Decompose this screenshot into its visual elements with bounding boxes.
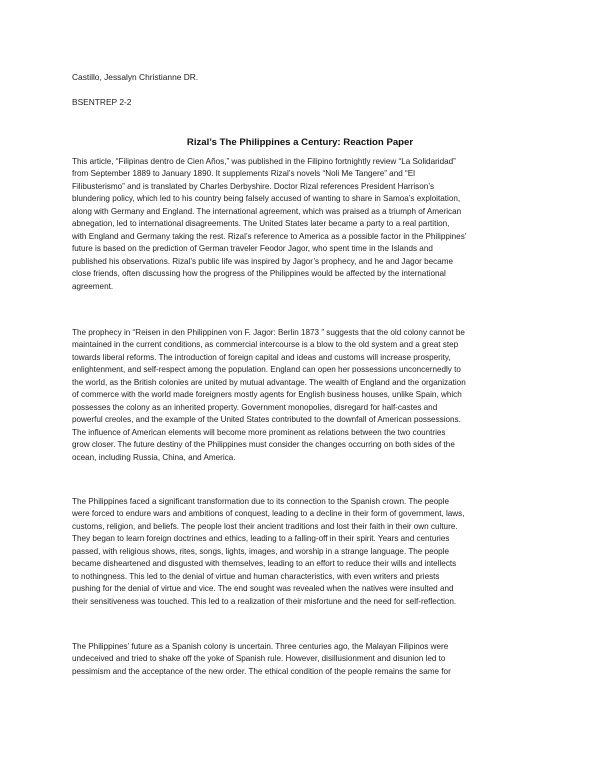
paragraph-line: The influence of American elements will become more prominent as relations between the two countries xyxy=(72,427,446,437)
paragraph-line: the world, as the British colonies are united by mutual advantage. The wealth of England and the organization xyxy=(72,377,466,387)
paragraph-1 xyxy=(72,156,528,293)
paragraph-line: The prophecy in “Reisen in den Philippinen von F. Jagor: Berlin 1873 ” suggests that the old colony cannot be xyxy=(72,328,465,337)
paragraph-line: ocean, including Russia, China, and America. xyxy=(72,452,236,462)
paragraph-line: future is based on the prediction of German traveler Feodor Jagor, who spent time in the Islands and xyxy=(72,244,433,254)
paragraph-line: towards liberal reforms. The introduction of foreign capital and ideas and customs will increase prosperity, xyxy=(72,352,451,362)
paragraph-line: The Philippines faced a significant transformation due to its connection to the Spanish crown. The people xyxy=(72,497,449,506)
paragraph-line: possesses the colony as an inherited property. Government monopolies, disregard for half-castes and xyxy=(72,402,438,412)
paragraph-line: abnegation, led to international disagreements. The United States later became a party to a real partition, xyxy=(72,219,450,229)
paragraph-line: became disheartened and disgusted with themselves, leading to an effort to reduce their wills and intellects xyxy=(72,559,457,569)
paragraph-line: passed, with religious shows, rites, songs, lights, images, and worship in a strange language. The people xyxy=(72,546,449,556)
paragraph-line: agreement. xyxy=(72,281,114,291)
paragraph-line: close friends, often discussing how the progress of the Philippines would be affected by the international xyxy=(72,269,446,279)
paragraph-line: The Philippines’ future as a Spanish colony is uncertain. Three centuries ago, the Malayan Filipinos were xyxy=(72,642,449,651)
paragraph-3 xyxy=(72,496,528,608)
paragraph-line: with England and Germany taking the rest. Rizal’s reference to America as a possible factor in the Philippines’ xyxy=(72,231,467,241)
paragraph-line: pessimism and the acceptance of the new order. The ethical condition of the people remains the same for xyxy=(72,666,451,676)
paragraph-line: This article, “Filipinas dentro de Cien Años,” was published in the Filipino fortnightly review “La Solidaridad” xyxy=(72,157,456,166)
class-section: BSENTREP 2-2 xyxy=(72,97,132,107)
paragraph-line: grow closer. The future destiny of the Philippines must consider the changes occurring on both sides of the xyxy=(72,440,455,450)
paragraph-line: blundering policy, which led to his country being falsely accused of wanting to share in Samoa’s exploitation, xyxy=(72,194,461,204)
paragraph-line: powerful creoles, and the example of the United States contributed to the downfall of American possessions. xyxy=(72,415,461,425)
paragraph-line: from September 1889 to January 1890. It supplements Rizal’s novels “Noli Me Tangere” and “El xyxy=(72,169,415,179)
paragraph-line: published his observations. Rizal’s public life was inspired by Jagor’s prophecy, and he and Jagor became xyxy=(72,256,454,266)
paragraph-4 xyxy=(72,641,528,678)
paragraph-line: They began to learn foreign doctrines and ethics, leading to a falling-off in their spirit. Years and centuries xyxy=(72,534,450,544)
author-name: Castillo, Jessalyn Christianne DR. xyxy=(72,72,199,82)
paragraph-line: pushing for the denial of virtue and vice. The end sought was revealed when the natives were insulted and xyxy=(72,584,454,594)
paragraph-line: customs, religion, and beliefs. The people lost their ancient traditions and lost their faith in their own culture. xyxy=(72,521,458,531)
paragraph-line: enlightenment, and self-respect among the population. England can open her possessions unconcernedly to xyxy=(72,365,461,375)
paragraph-line: of commerce with the world made foreigners mostly agents for English business houses, unlike Spain, which xyxy=(72,390,462,400)
paragraph-line: were forced to endure wars and ambitions of conquest, leading to a decline in their form of government, laws, xyxy=(72,509,465,519)
paragraph-2 xyxy=(72,327,528,464)
paragraph-line: Filibusterismo” and is translated by Charles Derbyshire. Doctor Rizal references President Harrison’s xyxy=(72,181,435,191)
paragraph-line: along with Germany and England. The international agreement, which was praised as a triumph of American xyxy=(72,206,462,216)
paragraph-line: to nothingness. This led to the denial of virtue and human characteristics, with even writers and priests xyxy=(72,571,440,581)
paragraph-line: undeceived and tried to shake off the yoke of Spanish rule. However, disillusionment and disunion led to xyxy=(72,654,446,664)
paragraph-line: their sensitiveness was touched. This led to a realization of their misfortune and the need for self-reflection. xyxy=(72,596,457,606)
page-title: Rizal’s The Philippines a Century: Reaction Paper xyxy=(186,137,414,148)
paragraph-line: maintained in the current conditions, as commercial intercourse is a blow to the old system and a great step xyxy=(72,340,459,350)
